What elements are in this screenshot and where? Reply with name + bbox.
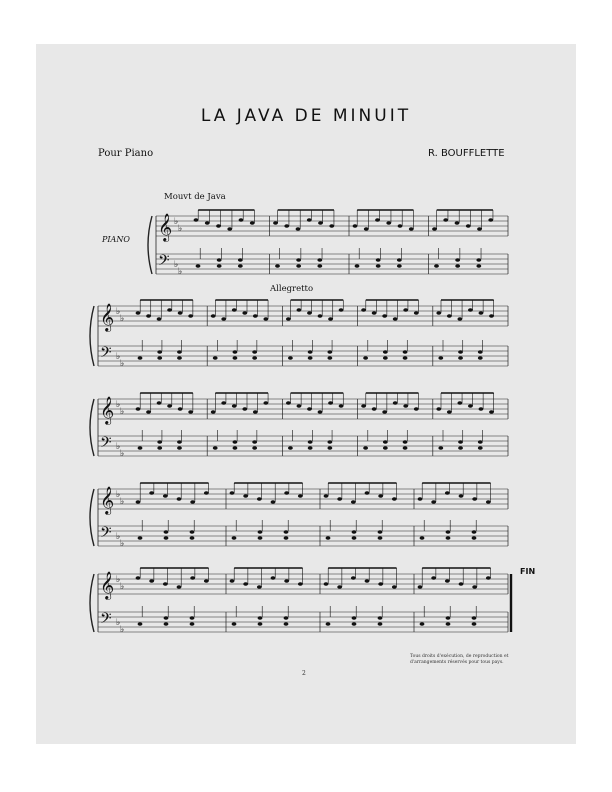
bass-note-head <box>157 446 162 450</box>
note-head <box>178 407 183 411</box>
note-head <box>177 497 182 501</box>
note-head <box>372 311 377 315</box>
bass-note-head <box>296 258 301 262</box>
note-head <box>431 576 436 580</box>
bass-note-head <box>275 264 280 268</box>
note-head <box>188 314 193 318</box>
bass-note-head <box>472 536 477 540</box>
bass-note-head <box>238 264 243 268</box>
note-head <box>329 224 334 228</box>
bass-note-head <box>296 264 301 268</box>
bass-note-head <box>238 258 243 262</box>
note-head <box>284 579 289 583</box>
bass-note-head <box>196 264 201 268</box>
note-head <box>286 401 291 405</box>
bass-note-head <box>177 440 182 444</box>
note-head <box>489 314 494 318</box>
bass-note-head <box>383 440 388 444</box>
bass-note-head <box>164 530 169 534</box>
note-head <box>257 585 262 589</box>
note-head <box>227 227 232 231</box>
bass-note-head <box>252 446 257 450</box>
sheet-music-page <box>36 44 576 744</box>
flat-icon: ♭ <box>120 449 125 459</box>
flat-icon: ♭ <box>174 260 179 270</box>
bass-note-head <box>288 446 293 450</box>
note-head <box>211 410 216 414</box>
note-head <box>339 404 344 408</box>
note-head <box>414 407 419 411</box>
bass-note-head <box>458 350 463 354</box>
flat-icon: ♭ <box>116 575 121 585</box>
note-head <box>242 311 247 315</box>
note-head <box>273 221 278 225</box>
bass-note-head <box>383 446 388 450</box>
note-head <box>351 500 356 504</box>
note-head <box>318 221 323 225</box>
bass-note-head <box>258 622 263 626</box>
bass-note-head <box>378 530 383 534</box>
bass-note-head <box>190 622 195 626</box>
note-head <box>351 576 356 580</box>
bass-note-head <box>327 356 332 360</box>
note-head <box>250 221 255 225</box>
note-head <box>271 500 276 504</box>
note-head <box>163 494 168 498</box>
treble-clef-icon: 𝄞 <box>100 486 115 514</box>
bass-note-head <box>308 350 313 354</box>
tempo-main: Allegretto <box>270 284 314 294</box>
bass-note-head <box>352 536 357 540</box>
note-head <box>445 579 450 583</box>
bass-note-head <box>164 616 169 620</box>
note-head <box>436 407 441 411</box>
bass-note-head <box>397 264 402 268</box>
note-head <box>392 585 397 589</box>
note-head <box>457 317 462 321</box>
note-head <box>298 494 303 498</box>
flat-icon: ♭ <box>116 307 121 317</box>
bass-note-head <box>397 258 402 262</box>
note-head <box>459 494 464 498</box>
note-head <box>339 308 344 312</box>
note-head <box>337 497 342 501</box>
note-head <box>324 582 329 586</box>
note-head <box>205 221 210 225</box>
note-head <box>457 401 462 405</box>
note-head <box>486 576 491 580</box>
note-head <box>243 494 248 498</box>
flat-icon: ♭ <box>116 532 121 542</box>
note-head <box>146 410 151 414</box>
bass-note-head <box>308 356 313 360</box>
note-head <box>221 401 226 405</box>
bass-note-head <box>164 536 169 540</box>
note-head <box>296 227 301 231</box>
note-head <box>409 227 414 231</box>
note-head <box>188 410 193 414</box>
note-head <box>157 401 162 405</box>
bass-note-head <box>288 356 293 360</box>
music-notation <box>36 44 576 744</box>
bass-note-head <box>252 440 257 444</box>
bass-note-head <box>352 616 357 620</box>
bass-note-head <box>383 350 388 354</box>
note-head <box>136 500 141 504</box>
bass-note-head <box>403 440 408 444</box>
note-head <box>146 314 151 318</box>
note-head <box>353 224 358 228</box>
bass-note-head <box>284 616 289 620</box>
bass-clef-icon: 𝄢 <box>100 434 112 455</box>
note-head <box>221 317 226 321</box>
brace <box>90 399 94 456</box>
note-head <box>489 410 494 414</box>
note-head <box>204 491 209 495</box>
note-head <box>466 224 471 228</box>
bass-note-head <box>284 536 289 540</box>
bass-note-head <box>472 530 477 534</box>
note-head <box>318 314 323 318</box>
note-head <box>364 227 369 231</box>
note-head <box>468 404 473 408</box>
composer-name: R. BOUFFLETTE <box>428 148 505 159</box>
instrument-label: PIANO <box>102 235 130 244</box>
treble-clef-icon: 𝄞 <box>158 213 173 241</box>
note-head <box>178 311 183 315</box>
bass-note-head <box>217 264 222 268</box>
note-head <box>253 314 258 318</box>
bass-note-head <box>446 622 451 626</box>
bass-note-head <box>308 446 313 450</box>
bass-note-head <box>455 264 460 268</box>
bass-note-head <box>284 622 289 626</box>
bass-note-head <box>138 446 143 450</box>
note-head <box>177 585 182 589</box>
bass-note-head <box>177 446 182 450</box>
bass-note-head <box>446 530 451 534</box>
note-head <box>414 311 419 315</box>
bass-note-head <box>458 356 463 360</box>
flat-icon: ♭ <box>120 582 125 592</box>
note-head <box>392 497 397 501</box>
note-head <box>361 308 366 312</box>
bass-note-head <box>232 622 237 626</box>
note-head <box>447 314 452 318</box>
note-head <box>211 314 216 318</box>
bass-note-head <box>213 356 218 360</box>
note-head <box>149 491 154 495</box>
bass-clef-icon: 𝄢 <box>100 524 112 545</box>
note-head <box>136 311 141 315</box>
flat-icon: ♭ <box>120 625 125 635</box>
flat-icon: ♭ <box>178 267 183 277</box>
bass-note-head <box>472 622 477 626</box>
note-head <box>243 582 248 586</box>
note-head <box>190 576 195 580</box>
note-head <box>136 407 141 411</box>
bass-note-head <box>138 356 143 360</box>
note-head <box>378 582 383 586</box>
bass-note-head <box>138 536 143 540</box>
brace <box>90 306 94 366</box>
bass-note-head <box>376 264 381 268</box>
bass-note-head <box>157 350 162 354</box>
bass-note-head <box>472 616 477 620</box>
note-head <box>403 404 408 408</box>
bass-note-head <box>252 356 257 360</box>
bass-note-head <box>378 616 383 620</box>
note-head <box>284 491 289 495</box>
bass-note-head <box>378 622 383 626</box>
flat-icon: ♭ <box>120 407 125 417</box>
subtitle: Pour Piano <box>98 148 154 159</box>
flat-icon: ♭ <box>120 497 125 507</box>
note-head <box>307 218 312 222</box>
bass-note-head <box>352 530 357 534</box>
flat-icon: ♭ <box>116 618 121 628</box>
bass-note-head <box>327 350 332 354</box>
flat-icon: ♭ <box>174 217 179 227</box>
note-head <box>447 410 452 414</box>
note-head <box>324 494 329 498</box>
flat-icon: ♭ <box>120 359 125 369</box>
note-head <box>257 497 262 501</box>
treble-clef-icon: 𝄞 <box>100 396 115 424</box>
bass-note-head <box>317 264 322 268</box>
note-head <box>393 401 398 405</box>
bass-note-head <box>383 356 388 360</box>
note-head <box>328 401 333 405</box>
note-head <box>298 582 303 586</box>
bass-note-head <box>420 622 425 626</box>
bass-note-head <box>217 258 222 262</box>
bass-note-head <box>327 440 332 444</box>
bass-note-head <box>317 258 322 262</box>
note-head <box>194 218 199 222</box>
note-head <box>455 221 460 225</box>
note-head <box>307 407 312 411</box>
note-head <box>167 308 172 312</box>
bass-note-head <box>403 350 408 354</box>
note-head <box>436 311 441 315</box>
brace <box>90 574 94 632</box>
note-head <box>472 585 477 589</box>
bass-note-head <box>327 446 332 450</box>
bass-note-head <box>258 530 263 534</box>
bass-note-head <box>403 446 408 450</box>
copyright-footnote: Tous droits d'exécution, de reproduction et d'arrangements réservés pour tous pays. <box>410 654 509 665</box>
fin-marking: FIN <box>520 567 536 576</box>
bass-note-head <box>190 616 195 620</box>
note-head <box>488 218 493 222</box>
bass-note-head <box>420 536 425 540</box>
bass-clef-icon: 𝄢 <box>158 252 170 273</box>
bass-note-head <box>363 446 368 450</box>
bass-note-head <box>213 446 218 450</box>
treble-clef-icon: 𝄞 <box>100 571 115 599</box>
bass-note-head <box>478 440 483 444</box>
bass-note-head <box>455 258 460 262</box>
note-head <box>284 224 289 228</box>
note-head <box>382 314 387 318</box>
note-head <box>263 401 268 405</box>
note-head <box>318 410 323 414</box>
bass-clef-icon: 𝄢 <box>100 610 112 631</box>
note-head <box>167 404 172 408</box>
bass-note-head <box>233 440 238 444</box>
note-head <box>365 579 370 583</box>
bass-note-head <box>376 258 381 262</box>
note-head <box>479 407 484 411</box>
note-head <box>136 576 141 580</box>
note-head <box>365 491 370 495</box>
bass-note-head <box>478 350 483 354</box>
note-head <box>253 410 258 414</box>
bass-note-head <box>284 530 289 534</box>
note-head <box>382 410 387 414</box>
bass-note-head <box>177 356 182 360</box>
note-head <box>232 404 237 408</box>
note-head <box>239 218 244 222</box>
bass-note-head <box>157 356 162 360</box>
bass-note-head <box>308 440 313 444</box>
note-head <box>375 218 380 222</box>
bass-note-head <box>326 622 331 626</box>
note-head <box>486 500 491 504</box>
note-head <box>372 407 377 411</box>
bass-note-head <box>478 446 483 450</box>
note-head <box>328 317 333 321</box>
note-head <box>361 404 366 408</box>
note-head <box>479 311 484 315</box>
note-head <box>263 317 268 321</box>
flat-icon: ♭ <box>116 490 121 500</box>
bass-note-head <box>355 264 360 268</box>
bass-note-head <box>352 622 357 626</box>
note-head <box>432 227 437 231</box>
bass-note-head <box>164 622 169 626</box>
bass-note-head <box>378 536 383 540</box>
note-head <box>378 494 383 498</box>
bass-note-head <box>438 446 443 450</box>
bass-note-head <box>403 356 408 360</box>
note-head <box>443 218 448 222</box>
note-head <box>403 308 408 312</box>
page-title: LA JAVA DE MINUIT <box>200 106 412 126</box>
note-head <box>204 579 209 583</box>
note-head <box>163 582 168 586</box>
note-head <box>398 224 403 228</box>
note-head <box>149 579 154 583</box>
flat-icon: ♭ <box>178 224 183 234</box>
bass-note-head <box>190 530 195 534</box>
bass-note-head <box>478 356 483 360</box>
bass-note-head <box>476 264 481 268</box>
flat-icon: ♭ <box>120 314 125 324</box>
tempo-intro: Mouvt de Java <box>164 192 226 202</box>
bass-note-head <box>476 258 481 262</box>
bass-note-head <box>363 356 368 360</box>
bass-clef-icon: 𝄢 <box>100 344 112 365</box>
bass-note-head <box>258 536 263 540</box>
bass-note-head <box>233 356 238 360</box>
note-head <box>157 317 162 321</box>
note-head <box>271 576 276 580</box>
flat-icon: ♭ <box>120 539 125 549</box>
bass-note-head <box>233 446 238 450</box>
note-head <box>216 224 221 228</box>
bass-note-head <box>157 440 162 444</box>
note-head <box>431 500 436 504</box>
note-head <box>418 497 423 501</box>
bass-note-head <box>458 440 463 444</box>
note-head <box>337 585 342 589</box>
note-head <box>232 308 237 312</box>
bass-note-head <box>177 350 182 354</box>
bass-note-head <box>190 536 195 540</box>
bass-note-head <box>438 356 443 360</box>
bass-note-head <box>434 264 439 268</box>
bass-note-head <box>446 616 451 620</box>
note-head <box>307 311 312 315</box>
bass-note-head <box>326 536 331 540</box>
flat-icon: ♭ <box>116 442 121 452</box>
note-head <box>477 227 482 231</box>
page-number: 2 <box>302 670 306 677</box>
note-head <box>190 500 195 504</box>
bass-note-head <box>233 350 238 354</box>
note-head <box>393 317 398 321</box>
bass-note-head <box>458 446 463 450</box>
bass-note-head <box>232 536 237 540</box>
bass-note-head <box>138 622 143 626</box>
bass-note-head <box>446 536 451 540</box>
note-head <box>386 221 391 225</box>
flat-icon: ♭ <box>116 352 121 362</box>
note-head <box>418 585 423 589</box>
brace <box>90 489 94 546</box>
treble-clef-icon: 𝄞 <box>100 303 115 331</box>
note-head <box>297 308 302 312</box>
note-head <box>297 404 302 408</box>
flat-icon: ♭ <box>116 400 121 410</box>
note-head <box>230 491 235 495</box>
note-head <box>459 582 464 586</box>
note-head <box>242 407 247 411</box>
note-head <box>286 317 291 321</box>
note-head <box>468 308 473 312</box>
note-head <box>472 497 477 501</box>
bass-note-head <box>252 350 257 354</box>
note-head <box>445 491 450 495</box>
brace <box>148 216 152 274</box>
bass-note-head <box>258 616 263 620</box>
note-head <box>230 579 235 583</box>
